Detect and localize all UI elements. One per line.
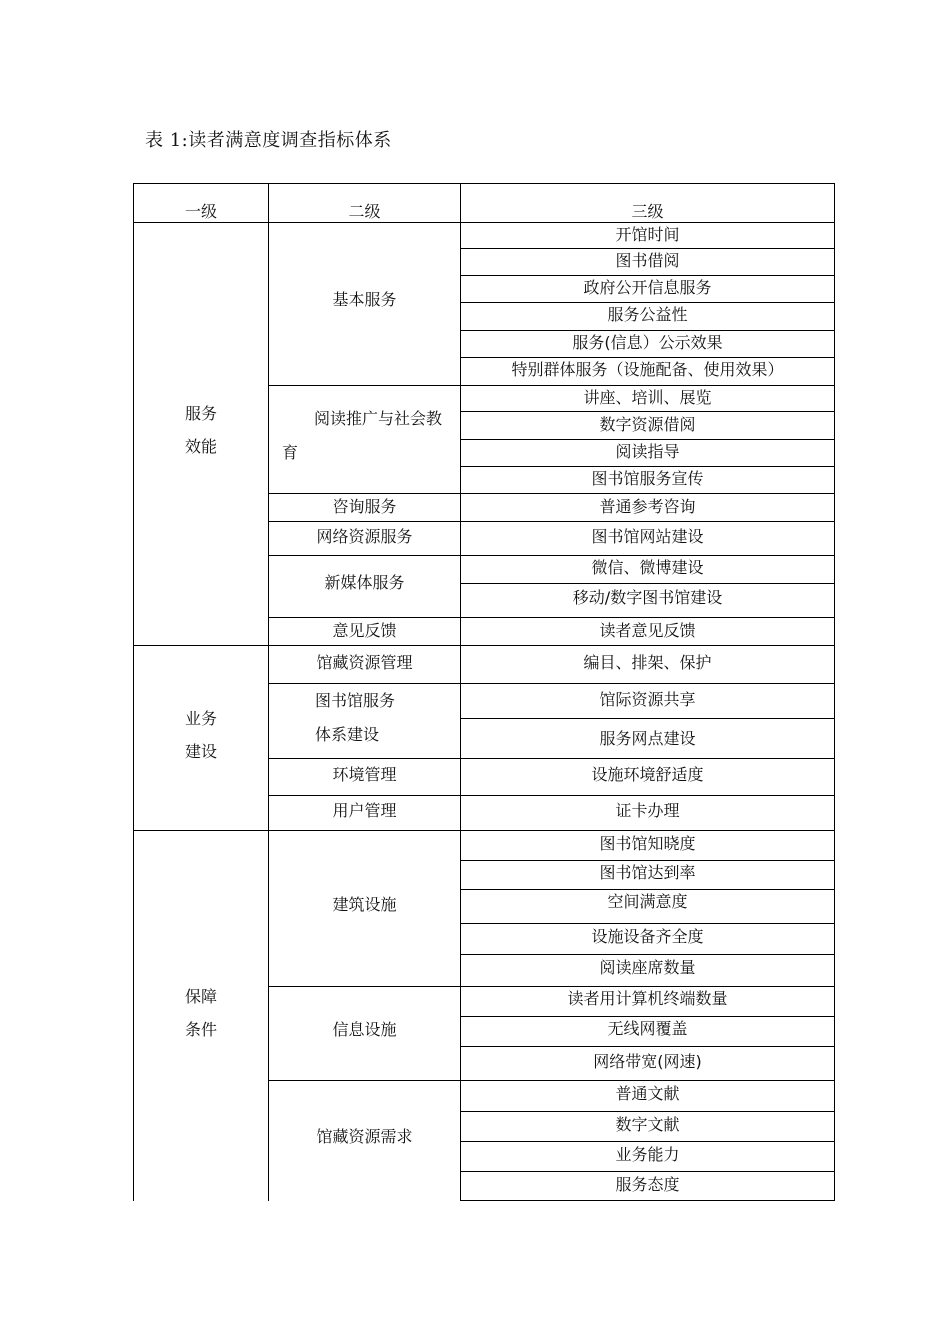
table-border-left bbox=[133, 183, 134, 1201]
level2-service-system bbox=[315, 684, 455, 752]
level2-separator bbox=[268, 795, 835, 796]
level3-separator bbox=[460, 718, 835, 719]
level3-item: 服务网点建设 bbox=[599, 729, 696, 748]
level3-separator bbox=[460, 1046, 835, 1047]
level3-item: 微信、微博建设 bbox=[591, 558, 704, 577]
level2-separator bbox=[268, 493, 835, 494]
level2-label-line2: 育 bbox=[282, 443, 299, 462]
level2-user-management: 用户管理 bbox=[332, 801, 397, 820]
header-level2: 二级 bbox=[348, 202, 381, 221]
column-divider-1 bbox=[268, 183, 269, 1201]
level1-support-conditions bbox=[134, 980, 268, 1046]
level1-label-line2: 效能 bbox=[184, 437, 217, 456]
level2-basic-service: 基本服务 bbox=[332, 290, 397, 309]
level3-item: 证卡办理 bbox=[615, 801, 680, 820]
level3-item: 普通文献 bbox=[615, 1084, 680, 1103]
level3-item: 馆际资源共享 bbox=[599, 690, 696, 709]
level2-label-line2: 体系建设 bbox=[315, 725, 380, 744]
level2-label-line1: 阅读推广与社会教 bbox=[314, 409, 443, 428]
level2-info-facility: 信息设施 bbox=[332, 1020, 397, 1039]
level3-item: 图书馆服务宣传 bbox=[591, 469, 704, 488]
level2-separator bbox=[268, 758, 835, 759]
level3-item: 开馆时间 bbox=[615, 225, 680, 244]
level2-feedback: 意见反馈 bbox=[332, 621, 397, 640]
level2-separator bbox=[268, 986, 835, 987]
level1-label-line2: 建设 bbox=[184, 742, 217, 761]
level3-item: 图书馆达到率 bbox=[599, 863, 696, 882]
level2-building: 建筑设施 bbox=[332, 895, 397, 914]
level3-item: 政府公开信息服务 bbox=[583, 278, 712, 297]
level3-item: 特别群体服务（设施配备、使用效果） bbox=[511, 360, 784, 379]
level3-item: 图书借阅 bbox=[615, 251, 680, 270]
level3-separator bbox=[460, 1171, 835, 1172]
level3-item: 读者意见反馈 bbox=[599, 621, 696, 640]
level3-separator bbox=[460, 1141, 835, 1142]
level3-separator bbox=[460, 1111, 835, 1112]
level2-collection-management: 馆藏资源管理 bbox=[316, 653, 413, 672]
level3-item: 读者用计算机终端数量 bbox=[567, 989, 728, 1008]
level2-new-media: 新媒体服务 bbox=[324, 573, 405, 592]
level2-label-line1: 图书馆服务 bbox=[315, 691, 396, 710]
level2-separator bbox=[268, 617, 835, 618]
level3-item: 图书馆知晓度 bbox=[599, 834, 696, 853]
header-border-bottom bbox=[133, 222, 835, 223]
level1-separator bbox=[133, 645, 835, 646]
header-level3: 三级 bbox=[631, 202, 664, 221]
level2-separator bbox=[268, 521, 835, 522]
level3-item: 网络带宽(网速) bbox=[593, 1052, 702, 1071]
level3-separator bbox=[460, 860, 835, 861]
level1-separator bbox=[133, 830, 835, 831]
table-border-top bbox=[133, 183, 835, 184]
level1-business-construction bbox=[134, 702, 268, 768]
level3-separator bbox=[460, 248, 835, 249]
level2-separator bbox=[268, 385, 835, 386]
level3-item: 服务(信息）公示效果 bbox=[572, 333, 723, 352]
level3-separator bbox=[460, 923, 835, 924]
level1-label-line2: 条件 bbox=[184, 1020, 217, 1039]
level2-network-resources: 网络资源服务 bbox=[316, 527, 413, 546]
header-level1: 一级 bbox=[184, 202, 217, 221]
level1-label-line1: 业务 bbox=[184, 709, 217, 728]
level3-item: 阅读指导 bbox=[615, 442, 680, 461]
level3-item: 讲座、培训、展览 bbox=[583, 388, 712, 407]
level2-consulting: 咨询服务 bbox=[332, 497, 397, 516]
level2-environment: 环境管理 bbox=[332, 765, 397, 784]
level3-separator bbox=[460, 954, 835, 955]
level3-separator bbox=[460, 302, 835, 303]
level2-collection-demand: 馆藏资源需求 bbox=[316, 1127, 413, 1146]
level3-border-bottom bbox=[460, 1200, 835, 1201]
level3-item: 设施环境舒适度 bbox=[591, 765, 704, 784]
level3-item: 数字文献 bbox=[615, 1115, 680, 1134]
level3-item: 阅读座席数量 bbox=[599, 958, 696, 977]
level3-separator bbox=[460, 411, 835, 412]
level3-item: 设施设备齐全度 bbox=[591, 927, 704, 946]
level3-separator bbox=[460, 889, 835, 890]
level3-item: 普通参考咨询 bbox=[599, 497, 696, 516]
level3-separator bbox=[460, 439, 835, 440]
level3-separator bbox=[460, 330, 835, 331]
level3-item: 空间满意度 bbox=[607, 892, 688, 911]
level3-item: 服务态度 bbox=[615, 1175, 680, 1194]
level1-label-line1: 服务 bbox=[184, 404, 217, 423]
level2-separator bbox=[268, 1080, 835, 1081]
level2-separator bbox=[268, 555, 835, 556]
level3-separator bbox=[460, 1016, 835, 1017]
level1-label-line1: 保障 bbox=[184, 987, 217, 1006]
level3-item: 无线网覆盖 bbox=[607, 1019, 688, 1038]
level3-item: 业务能力 bbox=[615, 1145, 680, 1164]
table-border-right bbox=[834, 183, 835, 1201]
level3-item: 数字资源借阅 bbox=[599, 415, 696, 434]
level3-item: 图书馆网站建设 bbox=[591, 527, 704, 546]
level3-separator bbox=[460, 357, 835, 358]
level3-item: 编目、排架、保护 bbox=[583, 653, 712, 672]
level3-item: 服务公益性 bbox=[607, 305, 688, 324]
level3-separator bbox=[460, 275, 835, 276]
level1-service-efficiency bbox=[134, 397, 268, 463]
table-caption: 表 1:读者满意度调查指标体系 bbox=[145, 130, 392, 151]
level3-item: 移动/数字图书馆建设 bbox=[572, 588, 723, 607]
level2-reading-promotion bbox=[282, 402, 462, 470]
level3-separator bbox=[460, 466, 835, 467]
level3-separator bbox=[460, 583, 835, 584]
